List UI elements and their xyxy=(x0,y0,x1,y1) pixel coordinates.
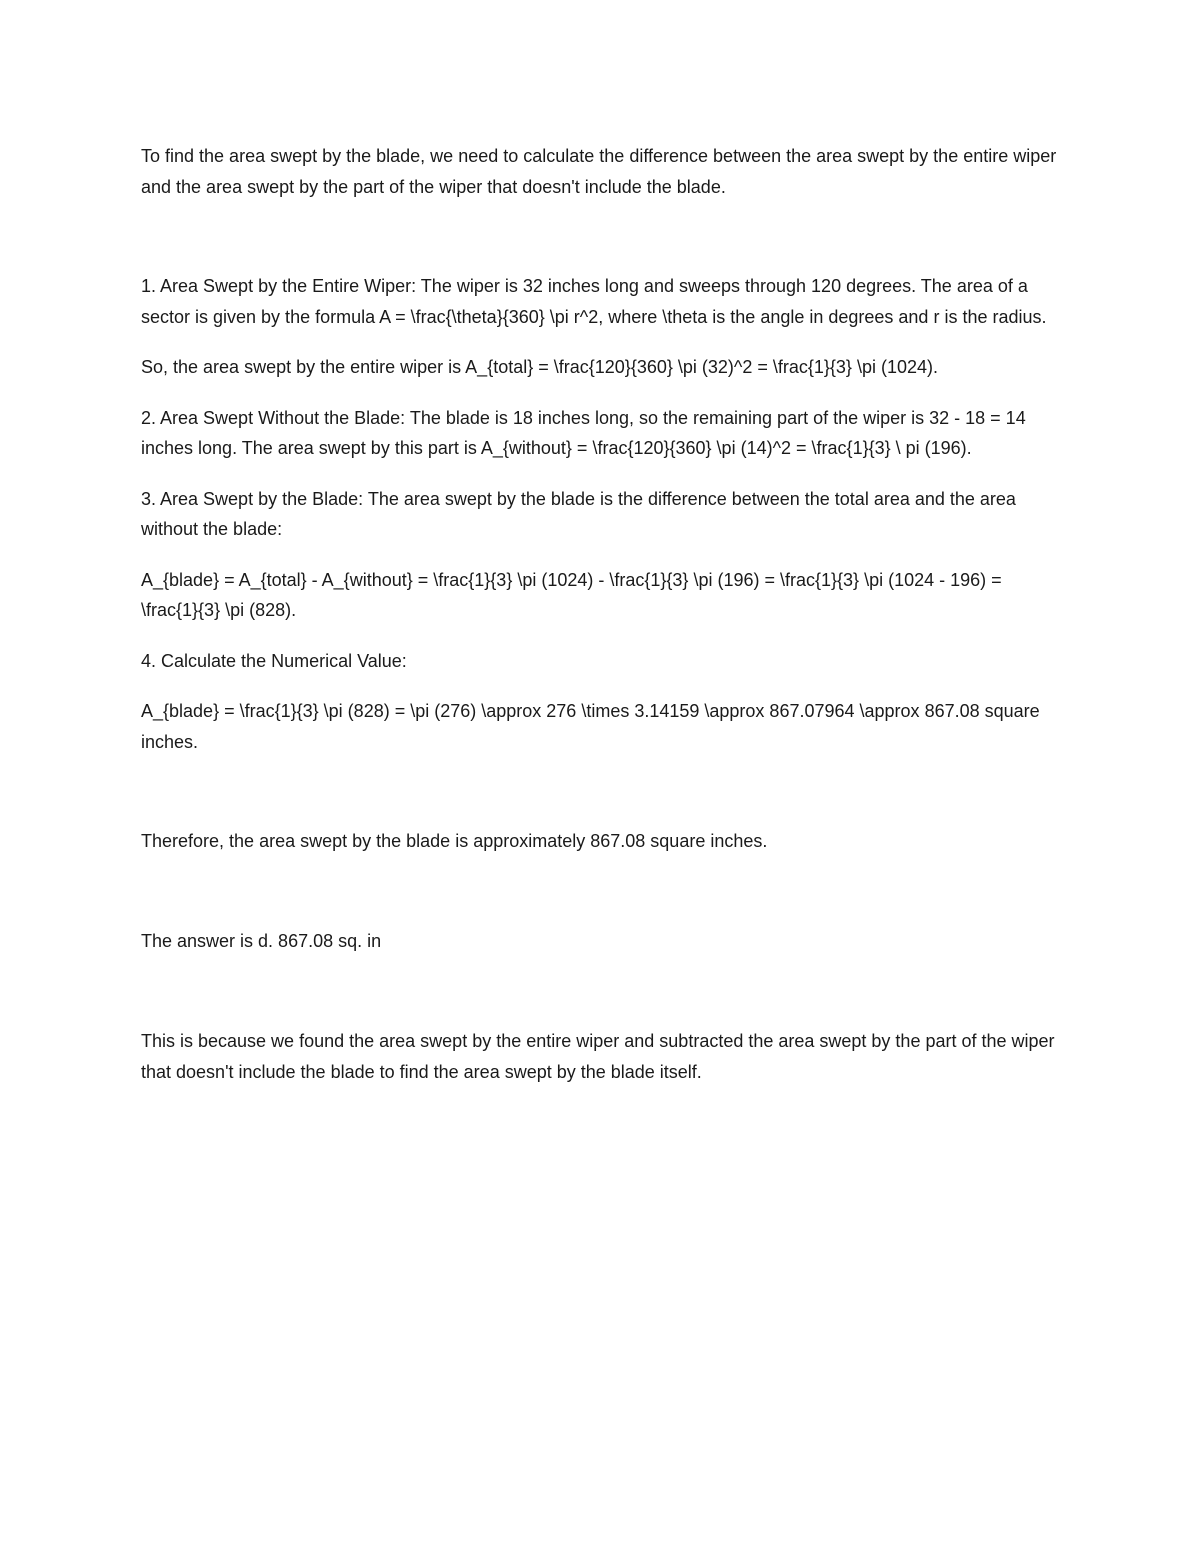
paragraph-step-4: 4. Calculate the Numerical Value: xyxy=(141,650,407,671)
paragraph-step-3: 3. Area Swept by the Blade: The area swept by the blade is the difference between the total area and the area without the blade: xyxy=(141,488,1016,539)
document-body xyxy=(141,141,1061,1087)
paragraph-step-2: 2. Area Swept Without the Blade: The blade is 18 inches long, so the remaining part of the wiper is 32 - 18 = 14 inches long. The area swept by this part is A_{without} = \frac{120}{360} \pi (14)^2 = \frac{1}{3} \ pi (196). xyxy=(141,407,1026,458)
paragraph-conclusion: Therefore, the area swept by the blade is approximately 867.08 square inches. xyxy=(141,831,768,851)
paragraph-intro: To find the area swept by the blade, we need to calculate the difference between the area swept by the entire wiper and the area swept by the part of the wiper that doesn't include the blade. xyxy=(141,146,1057,197)
paragraph-answer: The answer is d. 867.08 sq. in xyxy=(141,930,382,951)
paragraph-step-1: 1. Area Swept by the Entire Wiper: The wiper is 32 inches long and sweeps through 120 degrees. The area of a sector is given by the formula A = \frac{\theta}{360} \pi r^2, where \theta is the angle in degrees and r is the radius. xyxy=(141,276,1047,327)
paragraph-blade-formula: A_{blade} = A_{total} - A_{without} = \frac{1}{3} \pi (1024) - \frac{1}{3} \pi (196) = \frac{1}{3} \pi (1024 - 196) = \frac{1}{3} \pi (828). xyxy=(141,569,1002,620)
paragraph-numerical-value: A_{blade} = \frac{1}{3} \pi (828) = \pi (276) \approx 276 \times 3.14159 \approx 867.07964 \approx 867.08 square inches. xyxy=(141,701,1040,752)
paragraph-explanation: This is because we found the area swept by the entire wiper and subtracted the area swept by the part of the wiper that doesn't include the blade to find the area swept by the blade itself. xyxy=(141,1031,1055,1082)
paragraph-total-area: So, the area swept by the entire wiper is A_{total} = \frac{120}{360} \pi (32)^2 = \frac{1}{3} \pi (1024). xyxy=(141,357,938,377)
